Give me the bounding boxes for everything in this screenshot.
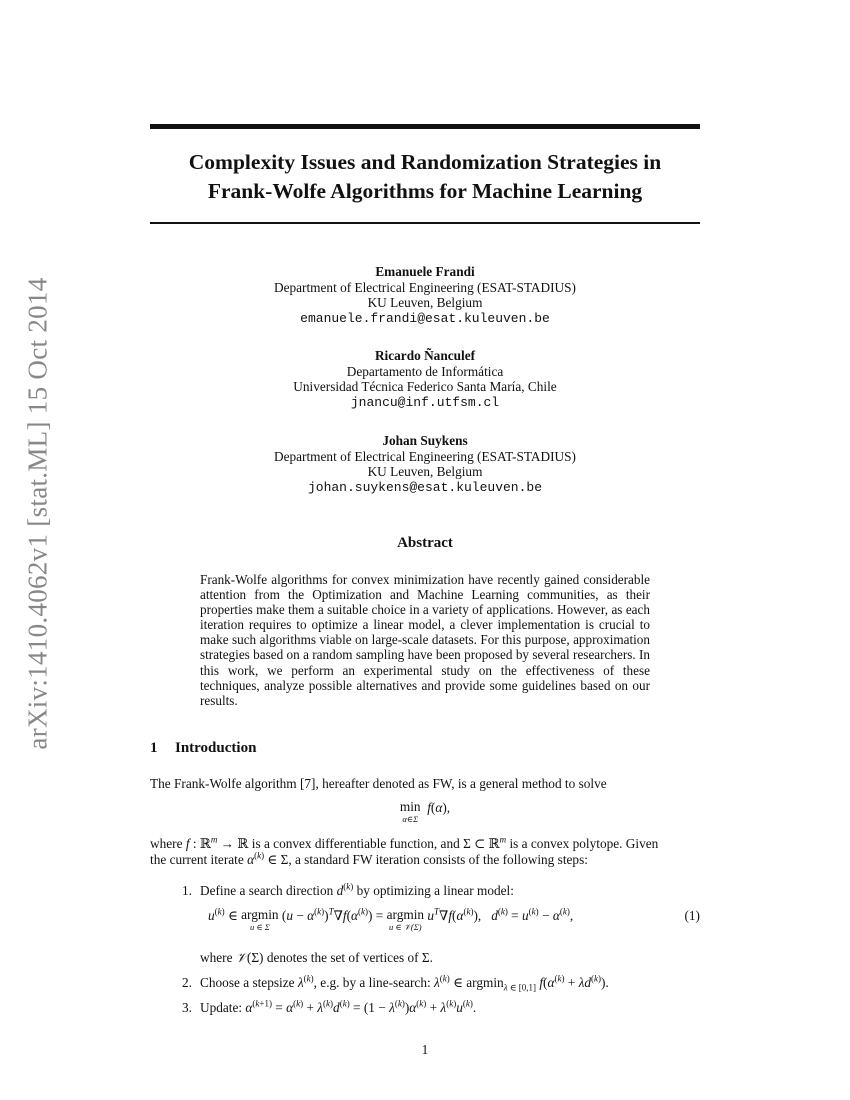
display-equation-min: min α∈Σ f(α),	[399, 799, 451, 825]
vertices-note: where 𝒱(Σ) denotes the set of vertices of Σ.	[200, 950, 433, 965]
step-1-text: Define a search direction	[200, 883, 334, 898]
author-email: jnancu@inf.utfsm.cl	[350, 394, 500, 410]
title-rule-bottom	[150, 222, 700, 224]
author-email: emanuele.frandi@esat.kuleuven.be	[300, 310, 550, 326]
author-name: Ricardo Ñanculef	[374, 348, 476, 363]
section-heading	[150, 740, 256, 757]
abstract-text: Frank-Wolfe algorithms for convex minimization have recently gained considerable attention from the Optimization and Machine Learning communities, as their properties make them a suitable choice in a variety of applications. However, as each iteration requires to optimize a linear model, a clever implementation is crucial to make such algorithms viable on large-scale datasets. For this purpose, approximation strategies based on a random sampling have been proposed by several researchers. In this work, we perform an experimental study on the effectiveness of these techniques, analyze possible alternatives and provide some guidelines based on our results.	[200, 572, 650, 708]
author-department: Departamento de Informática	[346, 363, 504, 379]
abstract-heading: Abstract	[397, 535, 453, 551]
author-name: Johan Suykens	[382, 433, 468, 448]
problem-text-4: , a standard FW iteration consists of the following steps:	[288, 852, 588, 867]
section-number: 1	[150, 740, 158, 756]
author-email: johan.suykens@esat.kuleuven.be	[307, 479, 543, 495]
problem-text-1: is a convex differentiable function, and	[251, 836, 460, 851]
arxiv-stamp-text: arXiv:1410.4062v1 [stat.ML] 15 Oct 2014	[22, 276, 53, 750]
page-number: 1	[421, 1042, 429, 1057]
author-name: Emanuele Frandi	[375, 264, 475, 279]
equation-number: (1)	[684, 908, 700, 923]
author-block-3	[150, 433, 700, 495]
section-title: Introduction	[175, 740, 257, 756]
title-rule-top	[150, 124, 700, 129]
vertices-note-text-1: where	[200, 950, 233, 965]
step-2-tail: , e.g. by a line-search:	[313, 975, 431, 990]
problem-description: where f : ℝ$^m$ → ℝ is a convex differentiable function, and Σ ⊂ ℝ$^m$ is a convex polytope. Given the current iterate $\alpha^{(k)}$ ∈ Σ, a standard FW iteration consists of the following steps:	[150, 834, 659, 867]
list-item-step-1: 1. Define a search direction $d^{(k)}$ by optimizing a linear model:	[182, 881, 514, 898]
title-line-2: Frank-Wolfe Algorithms for Machine Learning	[207, 179, 643, 203]
list-marker: 3.	[182, 1000, 192, 1015]
list-marker: 2.	[182, 975, 192, 990]
author-institution: Universidad Técnica Federico Santa María, Chile	[293, 379, 557, 394]
paper-title	[150, 148, 700, 206]
step-3-text: Update:	[200, 1000, 243, 1015]
intro-sentence: The Frank-Wolfe algorithm [7], hereafter denoted as FW, is a general method to solve	[150, 776, 607, 791]
problem-text-2: is a convex polytope. Given	[509, 836, 659, 851]
list-item-step-2: 2. Choose a stepsize $\lambda^{(k)}$, e.g. by a line-search: $\lambda^{(k)}$ ∈ argmin$_{\lambda \in [0,1]}$ $f(\alpha^{(k)} + \lambda d^{(k)})$.	[182, 973, 609, 993]
author-institution: KU Leuven, Belgium	[367, 464, 483, 479]
step-1-tail: by optimizing a linear model:	[356, 883, 514, 898]
display-equation-1: $u^{(k)}$ ∈ argmin u ∈ Σ $(u - \alpha^{(k)})^T\nabla f(\alpha^{(k)})$ = argmin u ∈ 𝒱(Σ) $u^T\nabla f(\alpha^{(k)})$, $d^{(k)} = u^{(k)} - \alpha^{(k)}$, (1)	[208, 906, 700, 933]
author-institution: KU Leuven, Belgium	[367, 295, 483, 310]
author-department: Department of Electrical Engineering (ESAT-STADIUS)	[274, 279, 576, 295]
vertices-note-text-2: denotes the set of vertices of	[266, 950, 419, 965]
author-department: Department of Electrical Engineering (ESAT-STADIUS)	[274, 448, 576, 464]
arxiv-stamp	[20, 268, 56, 758]
author-block-2	[150, 348, 700, 410]
author-block-1	[150, 264, 700, 326]
step-2-text: Choose a stepsize	[200, 975, 295, 990]
problem-text-3: the current iterate	[150, 852, 244, 867]
title-line-1: Complexity Issues and Randomization Strategies in	[188, 150, 662, 174]
list-marker: 1.	[182, 883, 192, 898]
list-item-step-3: 3. Update: $\alpha^{(k+1)} = \alpha^{(k)} + \lambda^{(k)}d^{(k)} = (1 - \lambda^{(k)})\alpha^{(k)} + \lambda^{(k)}u^{(k)}$.	[182, 998, 477, 1015]
